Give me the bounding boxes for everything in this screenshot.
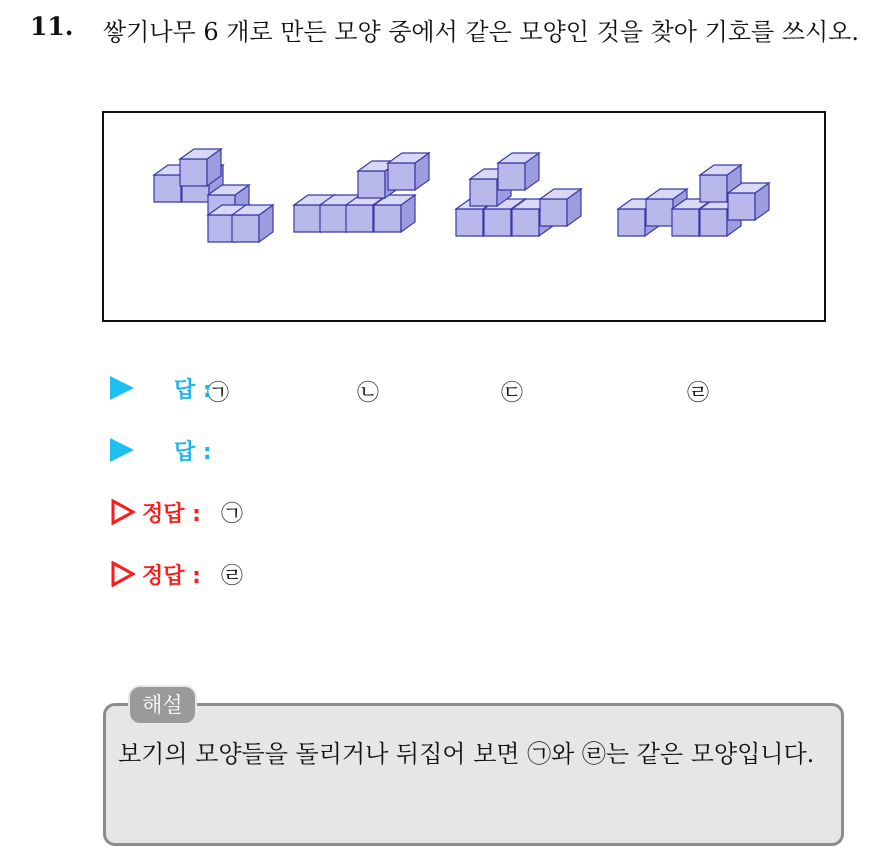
figure-label-1: ㉠: [206, 381, 229, 406]
correct-answer-value: ㉣: [220, 563, 243, 589]
blue-triangle-icon: [110, 376, 134, 400]
cube-fig2-5: [388, 153, 429, 190]
correct-answer-row-2: [110, 556, 243, 592]
correct-answer-label: 정답 :: [142, 501, 201, 527]
answer-label: 답 :: [174, 439, 212, 465]
explanation-tag: 해설: [128, 685, 197, 725]
red-outline-triangle-icon: [110, 499, 136, 525]
figure-label-3: ㉢: [500, 381, 523, 406]
figure-label-2: ㉡: [356, 381, 379, 406]
cube-fig3-5: [498, 153, 539, 190]
answer-label: 답 :: [174, 377, 212, 403]
cube-fig1-5: [232, 205, 273, 242]
explanation-text: 보기의 모양들을 돌리거나 뒤집어 보면 ㉠와 ㉣는 같은 모양입니다.: [118, 740, 815, 768]
correct-answer-row-1: [110, 494, 243, 530]
correct-answer-value: ㉠: [220, 501, 243, 527]
cube-fig3-3: [540, 189, 581, 226]
cube-fig4-5: [728, 183, 769, 220]
figure-box: [102, 111, 826, 406]
answer-row-1: [110, 370, 232, 406]
question-text: 쌓기나무 6 개로 만든 모양 중에서 같은 모양인 것을 찾아 기호를 쓰시오.: [103, 18, 859, 46]
cube-fig1-3: [180, 149, 221, 186]
figure-label-4: ㉣: [686, 381, 709, 406]
stacked-cubes-figure: [104, 113, 826, 322]
question-number: 11.: [30, 12, 74, 41]
blue-triangle-icon: [110, 438, 134, 462]
explanation-box: [103, 703, 844, 846]
answer-row-2: [110, 432, 232, 468]
cube-fig2-3: [374, 195, 415, 232]
red-outline-triangle-icon: [110, 561, 136, 587]
correct-answer-label: 정답 :: [142, 563, 201, 589]
